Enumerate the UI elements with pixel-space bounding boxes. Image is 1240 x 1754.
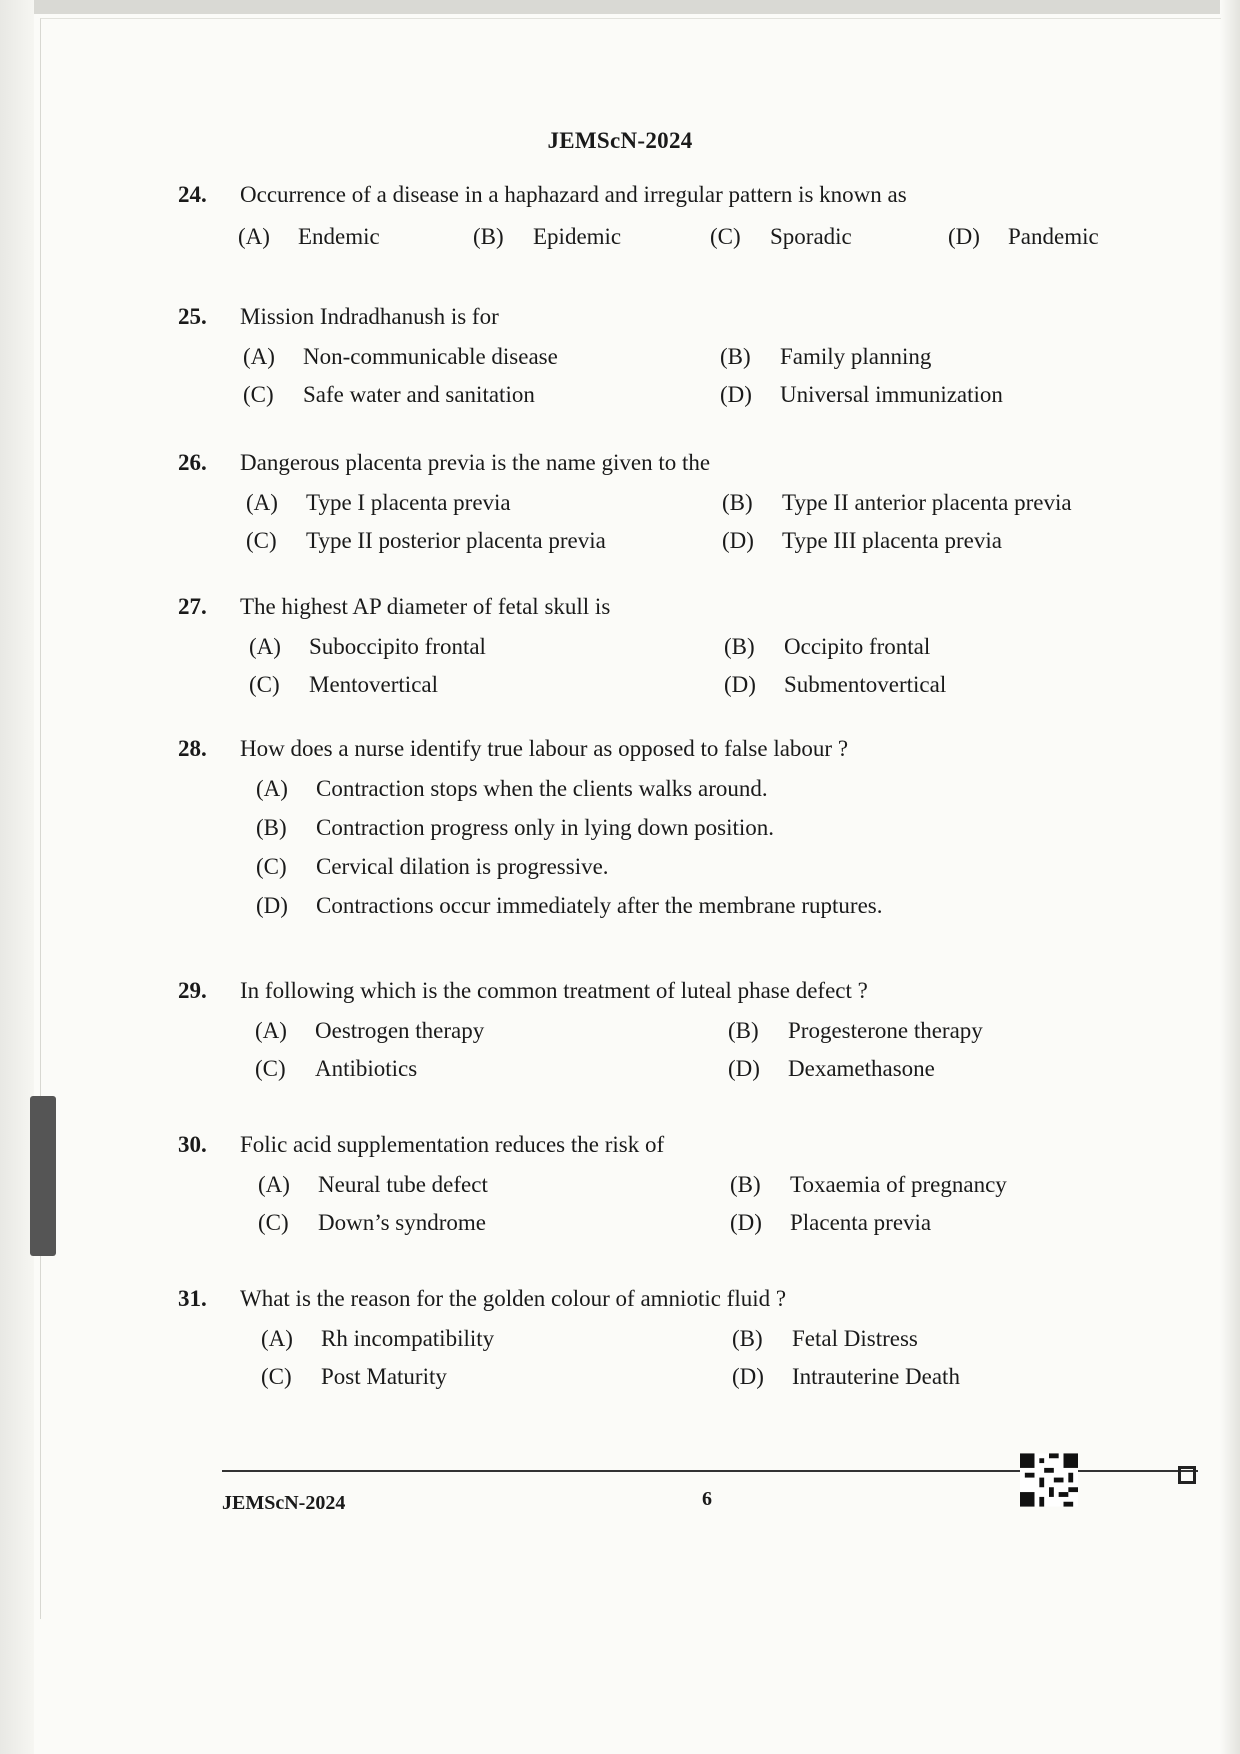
option-text: Contraction stops when the clients walks around. (316, 776, 768, 801)
option-letter: (D) (720, 382, 752, 407)
option-text: Dexamethasone (788, 1056, 935, 1081)
option-text: Non-communicable disease (303, 344, 558, 369)
answer-option (730, 1208, 931, 1238)
question-number: 28. (178, 736, 207, 761)
question-number: 30. (178, 1132, 207, 1157)
question-text: Occurrence of a disease in a haphazard and irregular pattern is known as (240, 182, 907, 207)
option-text: Progesterone therapy (788, 1018, 983, 1043)
option-letter: (A) (255, 1018, 287, 1043)
option-text: Type I placenta previa (306, 490, 511, 515)
option-text: Contraction progress only in lying down position. (316, 815, 775, 840)
answer-option (258, 1208, 486, 1238)
answer-option (724, 670, 946, 700)
question-text: The highest AP diameter of fetal skull is (240, 594, 611, 619)
option-letter: (C) (261, 1364, 292, 1389)
option-letter: (C) (246, 528, 277, 553)
scan-edge-top (0, 0, 1240, 14)
option-letter: (B) (728, 1018, 759, 1043)
option-letter: (A) (243, 344, 275, 369)
answer-option (732, 1362, 960, 1392)
scan-edge-left (0, 0, 34, 1754)
answer-option (722, 488, 1072, 518)
answer-option (256, 774, 768, 804)
option-text: Intrauterine Death (792, 1364, 960, 1389)
option-letter: (B) (722, 490, 753, 515)
option-text: Antibiotics (315, 1056, 418, 1081)
answer-option (256, 852, 609, 882)
option-letter: (B) (256, 815, 287, 840)
answer-option (261, 1362, 447, 1392)
option-letter: (D) (948, 224, 980, 249)
answer-option (246, 526, 606, 556)
option-letter: (B) (720, 344, 751, 369)
corner-mark-icon (1178, 1466, 1196, 1484)
option-letter: (D) (724, 672, 756, 697)
option-letter: (D) (728, 1056, 760, 1081)
question-text: Folic acid supplementation reduces the risk of (240, 1132, 665, 1157)
option-text: Fetal Distress (792, 1326, 918, 1351)
answer-option (255, 1016, 484, 1046)
option-text: Type II posterior placenta previa (306, 528, 606, 553)
option-letter: (A) (249, 634, 281, 659)
answer-option (724, 632, 930, 662)
option-letter: (C) (710, 224, 741, 249)
question-number: 26. (178, 450, 207, 475)
answer-option (243, 380, 535, 410)
answer-option (261, 1324, 494, 1354)
option-text: Oestrogen therapy (315, 1018, 485, 1043)
answer-option (256, 891, 883, 921)
option-text: Submentovertical (784, 672, 947, 697)
option-text: Contractions occur immediately after the membrane ruptures. (316, 893, 883, 918)
answer-option (258, 1170, 488, 1200)
option-text: Family planning (780, 344, 932, 369)
option-letter: (B) (732, 1326, 763, 1351)
qr-code-icon (1020, 1453, 1078, 1507)
option-text: Sporadic (770, 224, 852, 249)
option-text: Pandemic (1008, 224, 1099, 249)
option-text: Toxaemia of pregnancy (790, 1172, 1007, 1197)
answer-option (256, 813, 774, 843)
answer-option (249, 670, 438, 700)
scan-edge-right (1220, 0, 1240, 1754)
answer-option (728, 1054, 935, 1084)
option-text: Post Maturity (321, 1364, 447, 1389)
question-text: In following which is the common treatment of luteal phase defect ? (240, 978, 868, 1003)
option-letter: (C) (255, 1056, 286, 1081)
answer-option (732, 1324, 918, 1354)
side-stamp (30, 1096, 56, 1256)
option-letter: (A) (261, 1326, 293, 1351)
answer-option (238, 222, 380, 252)
page-number: 6 (702, 1488, 712, 1510)
question-text: Dangerous placenta previa is the name given to the (240, 450, 711, 475)
option-letter: (C) (256, 854, 287, 879)
answer-option (948, 222, 1099, 252)
answer-option (473, 222, 621, 252)
option-text: Down’s syndrome (318, 1210, 487, 1235)
option-text: Mentovertical (309, 672, 439, 697)
option-text: Occipito frontal (784, 634, 931, 659)
question-number: 25. (178, 304, 207, 329)
answer-option (249, 632, 486, 662)
option-letter: (C) (249, 672, 280, 697)
option-text: Rh incompatibility (321, 1326, 495, 1351)
option-letter: (B) (730, 1172, 761, 1197)
answer-option (720, 342, 931, 372)
option-letter: (D) (722, 528, 754, 553)
answer-option (722, 526, 1002, 556)
option-text: Type III placenta previa (782, 528, 1002, 553)
option-letter: (C) (258, 1210, 289, 1235)
question-text: How does a nurse identify true labour as opposed to false labour ? (240, 736, 849, 761)
question-number: 27. (178, 594, 207, 619)
answer-option (710, 222, 852, 252)
option-letter: (D) (732, 1364, 764, 1389)
answer-option (246, 488, 511, 518)
question-text: What is the reason for the golden colour of amniotic fluid ? (240, 1286, 787, 1311)
option-text: Placenta previa (790, 1210, 932, 1235)
option-letter: (A) (238, 224, 270, 249)
option-letter: (C) (243, 382, 274, 407)
option-text: Suboccipito frontal (309, 634, 486, 659)
question-number: 29. (178, 978, 207, 1003)
answer-option (730, 1170, 1007, 1200)
answer-option (255, 1054, 417, 1084)
page-header: JEMScN-2024 (547, 128, 693, 153)
option-letter: (A) (246, 490, 278, 515)
question-number: 24. (178, 182, 207, 207)
option-letter: (D) (256, 893, 288, 918)
question-number: 31. (178, 1286, 207, 1311)
option-text: Epidemic (533, 224, 622, 249)
answer-option (720, 380, 1003, 410)
option-letter: (A) (258, 1172, 290, 1197)
option-text: Endemic (298, 224, 380, 249)
answer-option (243, 342, 558, 372)
footer-code: JEMScN-2024 (222, 1492, 346, 1514)
option-text: Universal immunization (780, 382, 1003, 407)
option-text: Type II anterior placenta previa (782, 490, 1072, 515)
option-text: Cervical dilation is progressive. (316, 854, 609, 879)
option-letter: (D) (730, 1210, 762, 1235)
option-text: Neural tube defect (318, 1172, 488, 1197)
option-letter: (B) (473, 224, 504, 249)
answer-option (728, 1016, 983, 1046)
question-text: Mission Indradhanush is for (240, 304, 499, 329)
option-letter: (A) (256, 776, 288, 801)
option-letter: (B) (724, 634, 755, 659)
option-text: Safe water and sanitation (303, 382, 535, 407)
